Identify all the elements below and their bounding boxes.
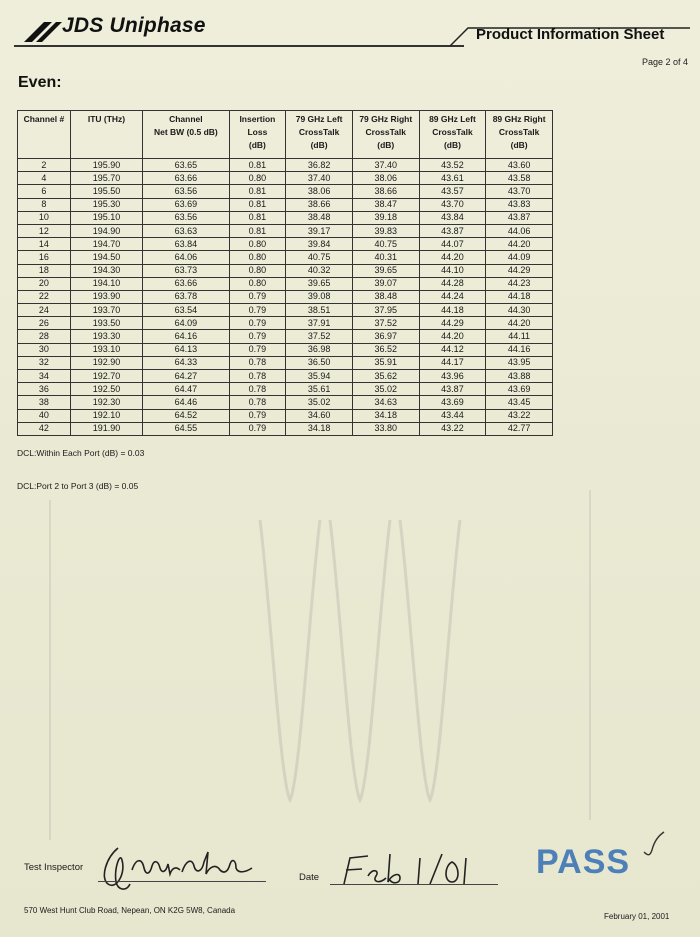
- table-cell: 0.79: [229, 330, 286, 343]
- table-cell: 36.97: [352, 330, 419, 343]
- table-cell: 35.62: [352, 370, 419, 383]
- table-cell: 36.98: [286, 343, 353, 356]
- table-cell: 192.10: [70, 409, 142, 422]
- column-header-line: CrossTalk: [365, 127, 407, 137]
- table-cell: 43.58: [486, 172, 553, 185]
- table-cell: 0.79: [229, 422, 286, 435]
- table-cell: 193.50: [70, 317, 142, 330]
- table-cell: 35.02: [352, 383, 419, 396]
- table-cell: 39.07: [352, 277, 419, 290]
- table-cell: 64.13: [143, 343, 229, 356]
- section-heading: Even:: [18, 74, 62, 91]
- table-cell: 43.57: [419, 185, 486, 198]
- table-cell: 38.47: [352, 198, 419, 211]
- table-cell: 43.69: [419, 396, 486, 409]
- pass-checkmark-icon: [640, 830, 670, 860]
- table-cell: 16: [18, 251, 71, 264]
- table-cell: 34.18: [352, 409, 419, 422]
- table-body: [18, 159, 553, 436]
- table-cell: 63.65: [143, 159, 229, 172]
- table-row: [18, 264, 553, 277]
- table-cell: 39.08: [286, 290, 353, 303]
- table-cell: 192.90: [70, 356, 142, 369]
- table-cell: 44.29: [419, 317, 486, 330]
- column-header-line: (dB): [248, 140, 266, 150]
- company-name: JDS Uniphase: [62, 14, 206, 37]
- table-cell: 43.83: [486, 198, 553, 211]
- table-cell: 28: [18, 330, 71, 343]
- column-header: [143, 111, 229, 159]
- table-cell: 36: [18, 383, 71, 396]
- table-cell: 0.80: [229, 251, 286, 264]
- table-cell: 18: [18, 264, 71, 277]
- table-cell: 0.80: [229, 172, 286, 185]
- table-cell: 64.27: [143, 370, 229, 383]
- column-header: [70, 111, 142, 159]
- table-cell: 195.30: [70, 198, 142, 211]
- table-cell: 43.22: [419, 422, 486, 435]
- table-cell: 0.78: [229, 396, 286, 409]
- table-cell: 35.91: [352, 356, 419, 369]
- table-cell: 44.20: [486, 238, 553, 251]
- table-cell: 192.50: [70, 383, 142, 396]
- table-cell: 35.94: [286, 370, 353, 383]
- table-cell: 64.46: [143, 396, 229, 409]
- table-row: [18, 290, 553, 303]
- column-header-line: CrossTalk: [498, 127, 540, 137]
- table-cell: 42: [18, 422, 71, 435]
- table-row: [18, 238, 553, 251]
- table-row: [18, 343, 553, 356]
- table-cell: 195.50: [70, 185, 142, 198]
- table-row: [18, 251, 553, 264]
- table-cell: 26: [18, 317, 71, 330]
- table-row: [18, 277, 553, 290]
- table-cell: 32: [18, 356, 71, 369]
- table-row: [18, 370, 553, 383]
- table-cell: 38.48: [286, 211, 353, 224]
- table-cell: 44.12: [419, 343, 486, 356]
- date-line: [330, 884, 498, 885]
- table-cell: 63.63: [143, 224, 229, 237]
- table-cell: 10: [18, 211, 71, 224]
- table-cell: 44.20: [419, 330, 486, 343]
- table-cell: 44.17: [419, 356, 486, 369]
- table-cell: 44.06: [486, 224, 553, 237]
- table-cell: 8: [18, 198, 71, 211]
- column-header-line: CrossTalk: [298, 127, 340, 137]
- sheet-title: Product Information Sheet: [476, 26, 665, 43]
- table-cell: 34: [18, 370, 71, 383]
- table-cell: 40.75: [286, 251, 353, 264]
- column-header-line: CrossTalk: [432, 127, 473, 137]
- table-cell: 44.18: [419, 304, 486, 317]
- table-cell: 38.06: [286, 185, 353, 198]
- table-cell: 191.90: [70, 422, 142, 435]
- table-cell: 43.95: [486, 356, 553, 369]
- table-cell: 38.48: [352, 290, 419, 303]
- table-cell: 36.82: [286, 159, 353, 172]
- table-cell: 39.83: [352, 224, 419, 237]
- table-cell: 22: [18, 290, 71, 303]
- table-cell: 193.90: [70, 290, 142, 303]
- table-cell: 35.02: [286, 396, 353, 409]
- column-header-line: Net BW (0.5 dB): [153, 127, 218, 137]
- table-cell: 44.09: [486, 251, 553, 264]
- table-cell: 63.84: [143, 238, 229, 251]
- table-cell: 44.07: [419, 238, 486, 251]
- table-cell: 37.52: [286, 330, 353, 343]
- dcl-within-port-note: DCL:Within Each Port (dB) = 0.03: [17, 448, 145, 458]
- table-cell: 14: [18, 238, 71, 251]
- table-cell: 0.78: [229, 370, 286, 383]
- table-cell: 33.80: [352, 422, 419, 435]
- table-cell: 12: [18, 224, 71, 237]
- table-cell: 39.65: [352, 264, 419, 277]
- column-header-line: (dB): [377, 140, 395, 150]
- table-row: [18, 172, 553, 185]
- table-cell: 36.50: [286, 356, 353, 369]
- table-cell: 43.87: [419, 224, 486, 237]
- table-cell: 40: [18, 409, 71, 422]
- table-cell: 40.75: [352, 238, 419, 251]
- document-date: February 01, 2001: [604, 912, 670, 921]
- table-row: [18, 304, 553, 317]
- table-cell: 38.66: [352, 185, 419, 198]
- table-cell: 24: [18, 304, 71, 317]
- table-cell: 0.78: [229, 356, 286, 369]
- column-header-line: Channel #: [23, 114, 65, 124]
- table-cell: 34.60: [286, 409, 353, 422]
- table-cell: 43.87: [486, 211, 553, 224]
- table-cell: 64.47: [143, 383, 229, 396]
- table-cell: 43.44: [419, 409, 486, 422]
- table-cell: 0.80: [229, 264, 286, 277]
- column-header-line: (dB): [443, 140, 461, 150]
- column-header: [352, 111, 419, 159]
- table-cell: 44.20: [419, 251, 486, 264]
- table-row: [18, 198, 553, 211]
- table-cell: 63.73: [143, 264, 229, 277]
- table-cell: 38.06: [352, 172, 419, 185]
- table-cell: 195.10: [70, 211, 142, 224]
- table-cell: 63.66: [143, 277, 229, 290]
- table-cell: 64.06: [143, 251, 229, 264]
- table-cell: 0.81: [229, 224, 286, 237]
- table-cell: 63.66: [143, 172, 229, 185]
- table-cell: 44.30: [486, 304, 553, 317]
- table-cell: 43.70: [419, 198, 486, 211]
- dcl-port2-port3-note: DCL:Port 2 to Port 3 (dB) = 0.05: [17, 481, 139, 491]
- table-cell: 44.18: [486, 290, 553, 303]
- table-cell: 0.79: [229, 409, 286, 422]
- table-cell: 0.80: [229, 238, 286, 251]
- column-header: [229, 111, 286, 159]
- show-through-watermark: [30, 480, 670, 860]
- page-number: Page 2 of 4: [641, 57, 688, 67]
- table-row: [18, 409, 553, 422]
- table-header-row: [18, 111, 553, 159]
- column-header: [286, 111, 353, 159]
- table-cell: 64.55: [143, 422, 229, 435]
- company-address: 570 West Hunt Club Road, Nepean, ON K2G 5W8, Canada: [24, 906, 236, 915]
- table-cell: 0.81: [229, 159, 286, 172]
- table-cell: 37.91: [286, 317, 353, 330]
- table-cell: 0.79: [229, 304, 286, 317]
- table-cell: 40.31: [352, 251, 419, 264]
- date-label: Date: [299, 872, 320, 883]
- table-cell: 35.61: [286, 383, 353, 396]
- signature-line: [98, 881, 266, 882]
- table-cell: 44.16: [486, 343, 553, 356]
- table-cell: 38: [18, 396, 71, 409]
- table-cell: 40.32: [286, 264, 353, 277]
- table-cell: 0.81: [229, 211, 286, 224]
- table-cell: 194.90: [70, 224, 142, 237]
- table-cell: 43.87: [419, 383, 486, 396]
- table-cell: 43.22: [486, 409, 553, 422]
- table-cell: 4: [18, 172, 71, 185]
- table-cell: 37.95: [352, 304, 419, 317]
- table-row: [18, 330, 553, 343]
- table-cell: 192.30: [70, 396, 142, 409]
- table-cell: 43.45: [486, 396, 553, 409]
- table-cell: 193.70: [70, 304, 142, 317]
- table-cell: 0.79: [229, 343, 286, 356]
- table-cell: 38.66: [286, 198, 353, 211]
- table-cell: 194.50: [70, 251, 142, 264]
- table-row: [18, 422, 553, 435]
- table-cell: 193.10: [70, 343, 142, 356]
- column-header-line: Loss: [247, 127, 268, 137]
- table-row: [18, 159, 553, 172]
- company-logo: [22, 12, 252, 48]
- table-row: [18, 317, 553, 330]
- table-cell: 192.70: [70, 370, 142, 383]
- table-cell: 44.11: [486, 330, 553, 343]
- table-cell: 63.69: [143, 198, 229, 211]
- table-cell: 0.79: [229, 317, 286, 330]
- table-cell: 43.70: [486, 185, 553, 198]
- table-cell: 44.29: [486, 264, 553, 277]
- column-header-line: (dB): [310, 140, 328, 150]
- table-cell: 6: [18, 185, 71, 198]
- table-cell: 0.80: [229, 277, 286, 290]
- pass-stamp: PASS: [536, 843, 631, 881]
- column-header: [419, 111, 486, 159]
- table-row: [18, 224, 553, 237]
- table-cell: 195.70: [70, 172, 142, 185]
- table-cell: 64.09: [143, 317, 229, 330]
- table-row: [18, 383, 553, 396]
- table-cell: 43.84: [419, 211, 486, 224]
- table-cell: 20: [18, 277, 71, 290]
- table-cell: 39.65: [286, 277, 353, 290]
- table-row: [18, 185, 553, 198]
- table-cell: 63.56: [143, 185, 229, 198]
- column-header-line: 79 GHz Left: [295, 114, 343, 124]
- table-cell: 43.69: [486, 383, 553, 396]
- column-header: [486, 111, 553, 159]
- table-cell: 64.16: [143, 330, 229, 343]
- table-cell: 44.10: [419, 264, 486, 277]
- table-cell: 0.78: [229, 383, 286, 396]
- channel-spec-table: [17, 110, 553, 436]
- table-cell: 38.51: [286, 304, 353, 317]
- column-header-line: 79 GHz Right: [359, 114, 413, 124]
- table-cell: 194.70: [70, 238, 142, 251]
- column-header-line: 89 GHz Left: [429, 114, 476, 124]
- table-cell: 37.52: [352, 317, 419, 330]
- table-cell: 63.54: [143, 304, 229, 317]
- table-cell: 43.61: [419, 172, 486, 185]
- table-cell: 195.90: [70, 159, 142, 172]
- inspector-signature: [96, 838, 266, 894]
- table-row: [18, 356, 553, 369]
- table-cell: 43.60: [486, 159, 553, 172]
- table-cell: 30: [18, 343, 71, 356]
- table-cell: 0.81: [229, 185, 286, 198]
- column-header-line: (dB): [510, 140, 528, 150]
- table-cell: 39.17: [286, 224, 353, 237]
- table-cell: 37.40: [286, 172, 353, 185]
- table-cell: 36.52: [352, 343, 419, 356]
- column-header: [18, 111, 71, 159]
- table-cell: 44.20: [486, 317, 553, 330]
- table-cell: 0.81: [229, 198, 286, 211]
- column-header-line: 89 GHz Right: [492, 114, 546, 124]
- table-cell: 44.23: [486, 277, 553, 290]
- header-divider: [14, 45, 464, 47]
- table-cell: 194.30: [70, 264, 142, 277]
- test-inspector-label: Test Inspector: [24, 862, 84, 873]
- table-cell: 43.88: [486, 370, 553, 383]
- table-cell: 39.84: [286, 238, 353, 251]
- table-cell: 43.96: [419, 370, 486, 383]
- table-cell: 44.24: [419, 290, 486, 303]
- table-cell: 63.78: [143, 290, 229, 303]
- table-cell: 42.77: [486, 422, 553, 435]
- table-cell: 37.40: [352, 159, 419, 172]
- column-header-line: ITU (THz): [87, 114, 126, 124]
- table-cell: 34.18: [286, 422, 353, 435]
- column-header-line: Channel: [169, 114, 203, 124]
- table-cell: 43.52: [419, 159, 486, 172]
- table-cell: 64.52: [143, 409, 229, 422]
- table-cell: 63.56: [143, 211, 229, 224]
- table-cell: 34.63: [352, 396, 419, 409]
- table-cell: 194.10: [70, 277, 142, 290]
- table-cell: 39.18: [352, 211, 419, 224]
- table-cell: 44.28: [419, 277, 486, 290]
- table-cell: 0.79: [229, 290, 286, 303]
- table-cell: 64.33: [143, 356, 229, 369]
- table-cell: 193.30: [70, 330, 142, 343]
- column-header-line: Insertion: [239, 114, 276, 124]
- table-row: [18, 396, 553, 409]
- table-row: [18, 211, 553, 224]
- table-cell: 2: [18, 159, 71, 172]
